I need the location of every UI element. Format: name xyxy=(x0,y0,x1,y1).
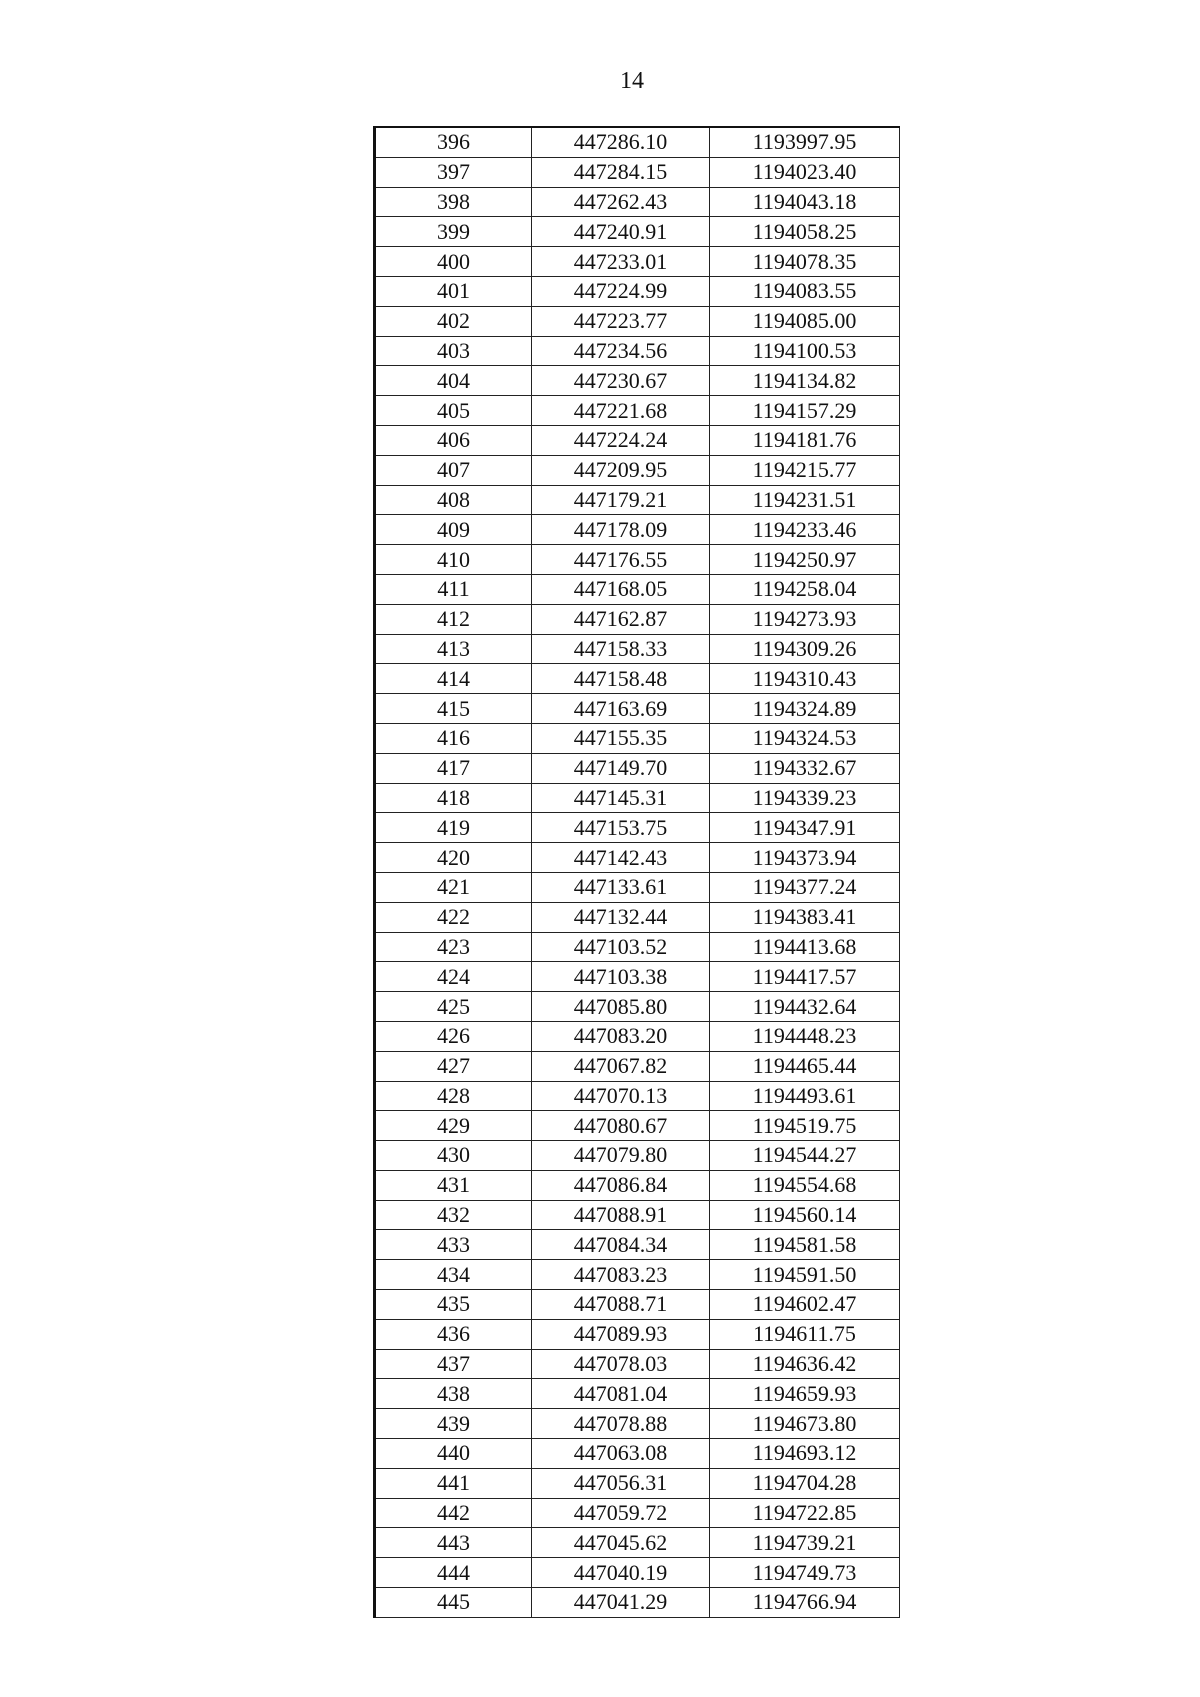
point-number-cell: 418 xyxy=(375,783,532,813)
x-coordinate-cell: 447179.21 xyxy=(532,485,710,515)
table-row xyxy=(375,1439,900,1469)
y-coordinate-cell: 1194085.00 xyxy=(710,306,900,336)
point-number-cell: 416 xyxy=(375,723,532,753)
point-number-cell: 398 xyxy=(375,187,532,217)
point-number-cell: 403 xyxy=(375,336,532,366)
point-number-cell: 436 xyxy=(375,1319,532,1349)
y-coordinate-cell: 1194043.18 xyxy=(710,187,900,217)
y-coordinate-cell: 1194465.44 xyxy=(710,1051,900,1081)
y-coordinate-cell: 1194704.28 xyxy=(710,1468,900,1498)
x-coordinate-cell: 447084.34 xyxy=(532,1230,710,1260)
y-coordinate-cell: 1194544.27 xyxy=(710,1141,900,1171)
point-number-cell: 409 xyxy=(375,515,532,545)
table-row xyxy=(375,1021,900,1051)
table-row xyxy=(375,425,900,455)
table-row xyxy=(375,1230,900,1260)
x-coordinate-cell: 447078.03 xyxy=(532,1349,710,1379)
x-coordinate-cell: 447284.15 xyxy=(532,157,710,187)
y-coordinate-cell: 1194181.76 xyxy=(710,425,900,455)
point-number-cell: 443 xyxy=(375,1528,532,1558)
x-coordinate-cell: 447079.80 xyxy=(532,1141,710,1171)
x-coordinate-cell: 447103.38 xyxy=(532,962,710,992)
point-number-cell: 440 xyxy=(375,1439,532,1469)
x-coordinate-cell: 447158.48 xyxy=(532,664,710,694)
x-coordinate-cell: 447162.87 xyxy=(532,604,710,634)
x-coordinate-cell: 447078.88 xyxy=(532,1409,710,1439)
table-row xyxy=(375,753,900,783)
x-coordinate-cell: 447178.09 xyxy=(532,515,710,545)
point-number-cell: 415 xyxy=(375,694,532,724)
x-coordinate-cell: 447221.68 xyxy=(532,396,710,426)
x-coordinate-cell: 447224.24 xyxy=(532,425,710,455)
point-number-cell: 396 xyxy=(375,127,532,157)
table-row xyxy=(375,1498,900,1528)
x-coordinate-cell: 447240.91 xyxy=(532,217,710,247)
point-number-cell: 431 xyxy=(375,1170,532,1200)
y-coordinate-cell: 1194373.94 xyxy=(710,843,900,873)
table-row xyxy=(375,1141,900,1171)
table-row xyxy=(375,306,900,336)
table-row xyxy=(375,1379,900,1409)
x-coordinate-cell: 447176.55 xyxy=(532,545,710,575)
point-number-cell: 435 xyxy=(375,1290,532,1320)
x-coordinate-cell: 447224.99 xyxy=(532,276,710,306)
point-number-cell: 399 xyxy=(375,217,532,247)
x-coordinate-cell: 447080.67 xyxy=(532,1111,710,1141)
table-row xyxy=(375,813,900,843)
table-row xyxy=(375,1111,900,1141)
y-coordinate-cell: 1194083.55 xyxy=(710,276,900,306)
point-number-cell: 430 xyxy=(375,1141,532,1171)
x-coordinate-cell: 447040.19 xyxy=(532,1558,710,1588)
y-coordinate-cell: 1194673.80 xyxy=(710,1409,900,1439)
x-coordinate-cell: 447209.95 xyxy=(532,455,710,485)
x-coordinate-cell: 447133.61 xyxy=(532,872,710,902)
point-number-cell: 400 xyxy=(375,247,532,277)
table-row xyxy=(375,992,900,1022)
table-row xyxy=(375,723,900,753)
point-number-cell: 417 xyxy=(375,753,532,783)
x-coordinate-cell: 447262.43 xyxy=(532,187,710,217)
point-number-cell: 428 xyxy=(375,1081,532,1111)
point-number-cell: 401 xyxy=(375,276,532,306)
table-row xyxy=(375,1081,900,1111)
y-coordinate-cell: 1194058.25 xyxy=(710,217,900,247)
y-coordinate-cell: 1194581.58 xyxy=(710,1230,900,1260)
table-row xyxy=(375,217,900,247)
x-coordinate-cell: 447132.44 xyxy=(532,902,710,932)
table-row xyxy=(375,1588,900,1618)
y-coordinate-cell: 1194339.23 xyxy=(710,783,900,813)
table-row xyxy=(375,1260,900,1290)
x-coordinate-cell: 447041.29 xyxy=(532,1588,710,1618)
table-row xyxy=(375,545,900,575)
y-coordinate-cell: 1194636.42 xyxy=(710,1349,900,1379)
table-row xyxy=(375,634,900,664)
y-coordinate-cell: 1194134.82 xyxy=(710,366,900,396)
x-coordinate-cell: 447088.71 xyxy=(532,1290,710,1320)
point-number-cell: 423 xyxy=(375,932,532,962)
x-coordinate-cell: 447286.10 xyxy=(532,127,710,157)
y-coordinate-cell: 1194749.73 xyxy=(710,1558,900,1588)
y-coordinate-cell: 1194023.40 xyxy=(710,157,900,187)
point-number-cell: 414 xyxy=(375,664,532,694)
y-coordinate-cell: 1194309.26 xyxy=(710,634,900,664)
x-coordinate-cell: 447045.62 xyxy=(532,1528,710,1558)
point-number-cell: 419 xyxy=(375,813,532,843)
table-row xyxy=(375,962,900,992)
y-coordinate-cell: 1194383.41 xyxy=(710,902,900,932)
y-coordinate-cell: 1194347.91 xyxy=(710,813,900,843)
coordinates-table xyxy=(373,126,900,1618)
point-number-cell: 427 xyxy=(375,1051,532,1081)
y-coordinate-cell: 1194273.93 xyxy=(710,604,900,634)
y-coordinate-cell: 1194324.53 xyxy=(710,723,900,753)
point-number-cell: 422 xyxy=(375,902,532,932)
point-number-cell: 406 xyxy=(375,425,532,455)
table-row xyxy=(375,485,900,515)
x-coordinate-cell: 447142.43 xyxy=(532,843,710,873)
y-coordinate-cell: 1194519.75 xyxy=(710,1111,900,1141)
y-coordinate-cell: 1194611.75 xyxy=(710,1319,900,1349)
page-number: 14 xyxy=(620,68,644,94)
table-row xyxy=(375,694,900,724)
x-coordinate-cell: 447234.56 xyxy=(532,336,710,366)
point-number-cell: 444 xyxy=(375,1558,532,1588)
point-number-cell: 438 xyxy=(375,1379,532,1409)
point-number-cell: 408 xyxy=(375,485,532,515)
point-number-cell: 397 xyxy=(375,157,532,187)
table-row xyxy=(375,1319,900,1349)
y-coordinate-cell: 1194493.61 xyxy=(710,1081,900,1111)
x-coordinate-cell: 447168.05 xyxy=(532,574,710,604)
table-row xyxy=(375,1409,900,1439)
y-coordinate-cell: 1194233.46 xyxy=(710,515,900,545)
y-coordinate-cell: 1194602.47 xyxy=(710,1290,900,1320)
table-row xyxy=(375,932,900,962)
point-number-cell: 411 xyxy=(375,574,532,604)
y-coordinate-cell: 1194100.53 xyxy=(710,336,900,366)
x-coordinate-cell: 447083.23 xyxy=(532,1260,710,1290)
table-row xyxy=(375,1349,900,1379)
table-row xyxy=(375,515,900,545)
y-coordinate-cell: 1194250.97 xyxy=(710,545,900,575)
y-coordinate-cell: 1194332.67 xyxy=(710,753,900,783)
table-row xyxy=(375,872,900,902)
point-number-cell: 410 xyxy=(375,545,532,575)
point-number-cell: 405 xyxy=(375,396,532,426)
x-coordinate-cell: 447088.91 xyxy=(532,1200,710,1230)
coordinates-table-body xyxy=(375,127,900,1617)
y-coordinate-cell: 1194766.94 xyxy=(710,1588,900,1618)
y-coordinate-cell: 1194078.35 xyxy=(710,247,900,277)
table-row xyxy=(375,902,900,932)
x-coordinate-cell: 447230.67 xyxy=(532,366,710,396)
x-coordinate-cell: 447059.72 xyxy=(532,1498,710,1528)
x-coordinate-cell: 447083.20 xyxy=(532,1021,710,1051)
x-coordinate-cell: 447056.31 xyxy=(532,1468,710,1498)
x-coordinate-cell: 447233.01 xyxy=(532,247,710,277)
y-coordinate-cell: 1194560.14 xyxy=(710,1200,900,1230)
point-number-cell: 439 xyxy=(375,1409,532,1439)
point-number-cell: 426 xyxy=(375,1021,532,1051)
table-row xyxy=(375,127,900,157)
y-coordinate-cell: 1194693.12 xyxy=(710,1439,900,1469)
table-row xyxy=(375,247,900,277)
x-coordinate-cell: 447155.35 xyxy=(532,723,710,753)
x-coordinate-cell: 447067.82 xyxy=(532,1051,710,1081)
table-row xyxy=(375,366,900,396)
x-coordinate-cell: 447145.31 xyxy=(532,783,710,813)
point-number-cell: 402 xyxy=(375,306,532,336)
table-row xyxy=(375,1200,900,1230)
y-coordinate-cell: 1194157.29 xyxy=(710,396,900,426)
x-coordinate-cell: 447149.70 xyxy=(532,753,710,783)
point-number-cell: 437 xyxy=(375,1349,532,1379)
y-coordinate-cell: 1194554.68 xyxy=(710,1170,900,1200)
table-row xyxy=(375,1051,900,1081)
y-coordinate-cell: 1194432.64 xyxy=(710,992,900,1022)
point-number-cell: 407 xyxy=(375,455,532,485)
x-coordinate-cell: 447089.93 xyxy=(532,1319,710,1349)
y-coordinate-cell: 1194324.89 xyxy=(710,694,900,724)
table-row xyxy=(375,1170,900,1200)
point-number-cell: 425 xyxy=(375,992,532,1022)
x-coordinate-cell: 447153.75 xyxy=(532,813,710,843)
table-row xyxy=(375,187,900,217)
point-number-cell: 412 xyxy=(375,604,532,634)
table-row xyxy=(375,783,900,813)
x-coordinate-cell: 447070.13 xyxy=(532,1081,710,1111)
x-coordinate-cell: 447086.84 xyxy=(532,1170,710,1200)
point-number-cell: 441 xyxy=(375,1468,532,1498)
table-row xyxy=(375,664,900,694)
point-number-cell: 429 xyxy=(375,1111,532,1141)
y-coordinate-cell: 1194591.50 xyxy=(710,1260,900,1290)
point-number-cell: 420 xyxy=(375,843,532,873)
table-row xyxy=(375,396,900,426)
y-coordinate-cell: 1194310.43 xyxy=(710,664,900,694)
table-row xyxy=(375,604,900,634)
y-coordinate-cell: 1194659.93 xyxy=(710,1379,900,1409)
point-number-cell: 421 xyxy=(375,872,532,902)
table-row xyxy=(375,843,900,873)
point-number-cell: 424 xyxy=(375,962,532,992)
table-row xyxy=(375,1558,900,1588)
table-row xyxy=(375,157,900,187)
table-row xyxy=(375,336,900,366)
x-coordinate-cell: 447158.33 xyxy=(532,634,710,664)
y-coordinate-cell: 1194417.57 xyxy=(710,962,900,992)
y-coordinate-cell: 1194377.24 xyxy=(710,872,900,902)
table-row xyxy=(375,1528,900,1558)
point-number-cell: 404 xyxy=(375,366,532,396)
y-coordinate-cell: 1194215.77 xyxy=(710,455,900,485)
y-coordinate-cell: 1194258.04 xyxy=(710,574,900,604)
y-coordinate-cell: 1194448.23 xyxy=(710,1021,900,1051)
point-number-cell: 432 xyxy=(375,1200,532,1230)
point-number-cell: 445 xyxy=(375,1588,532,1618)
point-number-cell: 433 xyxy=(375,1230,532,1260)
x-coordinate-cell: 447081.04 xyxy=(532,1379,710,1409)
x-coordinate-cell: 447223.77 xyxy=(532,306,710,336)
y-coordinate-cell: 1194413.68 xyxy=(710,932,900,962)
y-coordinate-cell: 1194722.85 xyxy=(710,1498,900,1528)
x-coordinate-cell: 447063.08 xyxy=(532,1439,710,1469)
table-row xyxy=(375,455,900,485)
point-number-cell: 413 xyxy=(375,634,532,664)
table-row xyxy=(375,276,900,306)
table-row xyxy=(375,1290,900,1320)
x-coordinate-cell: 447103.52 xyxy=(532,932,710,962)
point-number-cell: 434 xyxy=(375,1260,532,1290)
point-number-cell: 442 xyxy=(375,1498,532,1528)
y-coordinate-cell: 1193997.95 xyxy=(710,127,900,157)
x-coordinate-cell: 447085.80 xyxy=(532,992,710,1022)
table-row xyxy=(375,1468,900,1498)
x-coordinate-cell: 447163.69 xyxy=(532,694,710,724)
table-row xyxy=(375,574,900,604)
y-coordinate-cell: 1194231.51 xyxy=(710,485,900,515)
y-coordinate-cell: 1194739.21 xyxy=(710,1528,900,1558)
